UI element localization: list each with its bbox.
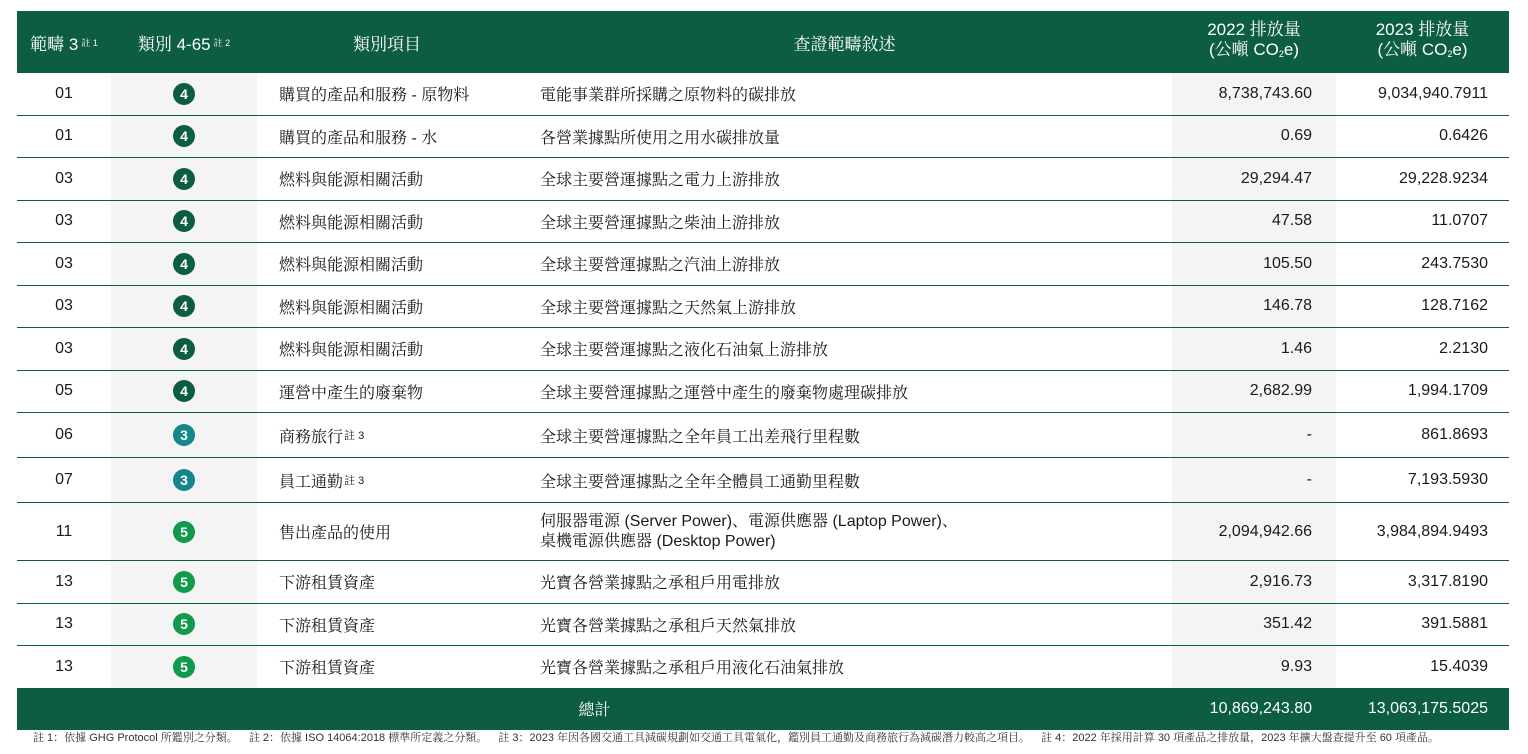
table-row — [17, 646, 1509, 688]
item-cell: 運營中產生的廢棄物 — [279, 384, 424, 402]
emission-2022-cell: 47.58 — [1172, 201, 1336, 243]
emission-2023-cell: 7,193.5930 — [1407, 471, 1488, 488]
emission-2023-cell: 0.6426 — [1439, 127, 1488, 145]
category-badge: 4 — [173, 380, 195, 402]
emission-2022-cell: 9.93 — [1172, 646, 1336, 688]
table-row — [17, 328, 1509, 371]
category-cell — [111, 413, 257, 457]
scope-cell: 01 — [55, 84, 73, 102]
table-row — [17, 116, 1509, 159]
table-row — [17, 413, 1509, 458]
footnote-1: 註 1：依據 GHG Protocol 所鑑別之分類。 — [33, 732, 238, 744]
table-row — [17, 503, 1509, 561]
header-category — [111, 11, 257, 73]
item-cell: 燃料與能源相關活動 — [279, 172, 424, 190]
emission-2023-cell: 861.8693 — [1421, 426, 1488, 443]
item-cell: 下游租賃資產 — [279, 575, 376, 593]
scope-cell: 03 — [55, 254, 73, 272]
footnote-2: 註 2：依據 ISO 14064:2018 標準所定義之分類。 — [248, 732, 488, 744]
total-2022: 10,869,243.80 — [1209, 699, 1312, 717]
category-badge: 5 — [173, 656, 195, 678]
description-cell: 全球主要營運據點之天然氣上游排放 — [540, 299, 797, 317]
scope-cell: 03 — [55, 169, 73, 187]
description-cell: 全球主要營運據點之運營中產生的廢棄物處理碳排放 — [540, 384, 909, 402]
header-2022-title: 2022 排放量 — [1207, 20, 1301, 39]
header-scope — [17, 11, 111, 73]
category-cell — [111, 158, 257, 200]
emission-2022-cell: 105.50 — [1172, 243, 1336, 285]
category-badge: 4 — [173, 125, 195, 147]
scope-cell: 03 — [55, 339, 73, 357]
header-2023-unit: (公噸 $CO_2e$) — [1377, 40, 1468, 59]
category-badge: 5 — [173, 571, 195, 593]
header-2022-unit: (公噸 $CO_2e$) — [1208, 40, 1300, 59]
emission-2023-cell: 3,984,894.9493 — [1376, 522, 1488, 540]
item-note: 註 3 — [344, 475, 365, 487]
scope-cell: 03 — [55, 212, 73, 230]
emission-2022-cell: 2,916.73 — [1172, 561, 1336, 603]
description-cell: 電能事業群所採購之原物料的碳排放 — [540, 87, 797, 105]
category-cell — [111, 458, 257, 502]
table-row — [17, 243, 1509, 286]
header-emission-2023 — [1336, 11, 1509, 73]
description-cell: 各營業據點所使用之用水碳排放量 — [540, 129, 781, 147]
category-cell — [111, 243, 257, 285]
category-cell — [111, 604, 257, 646]
emission-2022-cell: 146.78 — [1172, 286, 1336, 328]
emission-2022-cell: 2,682.99 — [1172, 371, 1336, 413]
emission-2023-cell: 3,317.8190 — [1407, 572, 1488, 590]
category-badge: 4 — [173, 83, 195, 105]
header-2023-title: 2023 排放量 — [1375, 20, 1470, 39]
emission-2022-cell: 1.46 — [1172, 328, 1336, 370]
emission-2022-cell: 351.42 — [1172, 604, 1336, 646]
scope-cell: 03 — [55, 297, 73, 315]
item-cell: 下游租賃資產 — [279, 660, 376, 678]
header-category-label: 類別 4-65 — [137, 34, 211, 54]
emission-2023-cell: 128.7162 — [1421, 297, 1488, 315]
emission-2023-cell: 11.0707 — [1431, 212, 1488, 230]
table-row — [17, 286, 1509, 329]
description-cell: 光寶各營業據點之承租戶用電排放 — [540, 575, 781, 593]
category-badge: 3 — [173, 424, 195, 446]
category-cell — [111, 503, 257, 560]
description-cell: 全球主要營運據點之汽油上游排放 — [540, 257, 781, 275]
category-badge: 5 — [173, 613, 195, 635]
emission-2023-cell: 29,228.9234 — [1399, 169, 1488, 187]
category-badge: 4 — [173, 168, 195, 190]
table-row — [17, 158, 1509, 201]
emission-2022-cell: 0.69 — [1172, 116, 1336, 158]
emission-2023-cell: 2.2130 — [1439, 339, 1488, 357]
header-item: 類別項目 — [353, 34, 421, 54]
item-cell: 下游租賃資產 — [279, 617, 376, 635]
emission-2022-cell: - — [1172, 458, 1336, 502]
scope-cell: 07 — [55, 471, 73, 488]
item-cell: 員工通勤 註 3 — [279, 473, 365, 491]
table-row — [17, 73, 1509, 116]
item-cell: 商務旅行 註 3 — [279, 428, 365, 446]
emission-2023-cell: 243.7530 — [1421, 254, 1488, 272]
footnote-4: 註 4：2022 年採用計算 30 項產品之排放量，2023 年擴大盤查提升至 60 項產品。 — [1041, 732, 1439, 744]
emission-2022-cell: 8,738,743.60 — [1172, 73, 1336, 115]
category-badge: 3 — [173, 469, 195, 491]
table-row — [17, 201, 1509, 244]
item-cell: 燃料與能源相關活動 — [279, 342, 424, 360]
total-label: 總計 — [578, 702, 611, 719]
category-cell — [111, 73, 257, 115]
scope-cell: 13 — [55, 615, 73, 633]
scope-cell: 06 — [55, 426, 73, 443]
scope-cell: 13 — [55, 572, 73, 590]
emission-2023-cell: 9,034,940.7911 — [1377, 84, 1488, 102]
emission-2022-cell: - — [1172, 413, 1336, 457]
description-cell: 光寶各營業據點之承租戶用液化石油氣排放 — [540, 660, 845, 678]
emissions-table — [17, 11, 1509, 730]
description-cell: 全球主要營運據點之柴油上游排放 — [540, 214, 781, 232]
category-cell — [111, 286, 257, 328]
category-cell — [111, 116, 257, 158]
scope-cell: 11 — [55, 522, 73, 540]
item-cell: 燃料與能源相關活動 — [279, 299, 424, 317]
category-cell — [111, 646, 257, 688]
emission-2023-cell: 1,994.1709 — [1407, 382, 1488, 400]
category-badge: 4 — [173, 210, 195, 232]
description-cell: 全球主要營運據點之液化石油氣上游排放 — [540, 342, 829, 360]
scope-cell: 05 — [55, 382, 73, 400]
total-row — [17, 688, 1509, 730]
scope-cell: 13 — [55, 657, 73, 675]
item-cell: 購買的產品和服務 - 水 — [279, 129, 438, 147]
emission-2023-cell: 15.4039 — [1430, 657, 1488, 675]
category-badge: 4 — [173, 338, 195, 360]
emission-2022-cell: 29,294.47 — [1172, 158, 1336, 200]
description-cell: 全球主要營運據點之全年全體員工通勤里程數 — [540, 473, 861, 491]
category-badge: 5 — [173, 521, 195, 543]
table-row — [17, 458, 1509, 503]
table-header — [17, 11, 1509, 73]
emission-2023-cell: 391.5881 — [1421, 615, 1488, 633]
category-badge: 4 — [173, 253, 195, 275]
total-2023: 13,063,175.5025 — [1367, 699, 1488, 717]
header-emission-2022 — [1172, 11, 1336, 73]
description-cell: 全球主要營運據點之電力上游排放 — [540, 172, 781, 190]
item-note: 註 3 — [344, 430, 365, 442]
description-line-1: 伺服器電源 (Server Power)、電源供應器 (Laptop Power)、 — [540, 512, 958, 530]
item-cell: 購買的產品和服務 - 原物料 — [279, 87, 470, 105]
description-cell — [517, 503, 1172, 560]
footnotes — [33, 729, 1513, 745]
table-row — [17, 604, 1509, 647]
category-cell — [111, 371, 257, 413]
table-body — [17, 73, 1509, 688]
header-scope-note: 註 1 — [81, 37, 98, 48]
item-cell: 售出產品的使用 — [279, 525, 392, 542]
header-category-note: 註 2 — [213, 37, 231, 48]
description-cell: 光寶各營業據點之承租戶天然氣排放 — [540, 617, 797, 635]
emission-2022-cell: 2,094,942.66 — [1172, 503, 1336, 560]
category-badge: 4 — [173, 295, 195, 317]
table-row — [17, 371, 1509, 414]
category-cell — [111, 201, 257, 243]
table-row — [17, 561, 1509, 604]
description-line-2: 桌機電源供應器 (Desktop Power) — [540, 532, 776, 550]
item-cell: 燃料與能源相關活動 — [279, 214, 424, 232]
footnote-3: 註 3：2023 年因各國交通工具減碳規劃如交通工具電氣化，鑑別員工通勤及商務旅行為減碳潛力較高之項目。 — [498, 732, 1030, 744]
item-cell: 燃料與能源相關活動 — [279, 257, 424, 275]
header-scope-label: 範疇 3 — [30, 34, 79, 54]
category-cell — [111, 328, 257, 370]
category-cell — [111, 561, 257, 603]
header-description: 查證範疇敘述 — [793, 34, 896, 54]
scope-cell: 01 — [55, 127, 73, 145]
description-cell: 全球主要營運據點之全年員工出差飛行里程數 — [540, 428, 861, 446]
